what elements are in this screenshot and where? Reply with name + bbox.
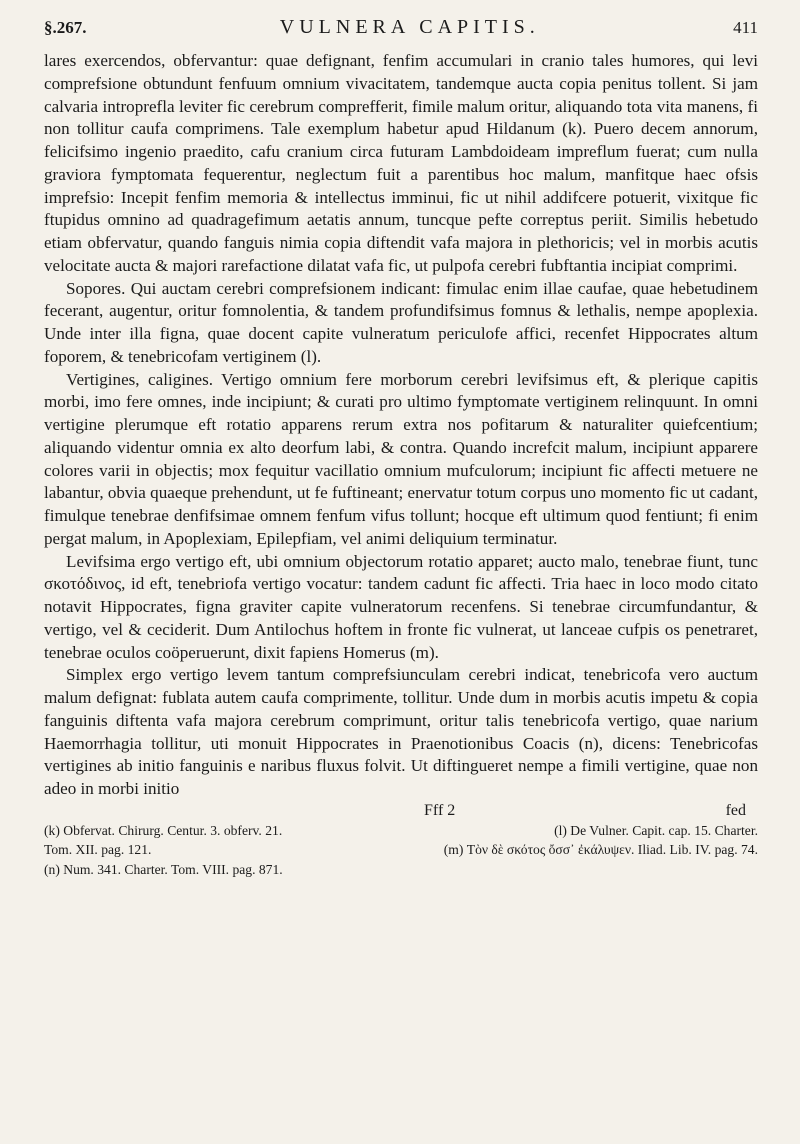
paragraph-3: Vertigines, caligines. Vertigo omnium fere morborum cerebri levifsimus eft, & plerique capitis morbi, imo fere omnes, inde incipiunt; & curati pro ultimo fymptomate vertiginem relinquunt. In omni vertigine plerumque eft rotatio apparens rerum extra nos pofitarum & naturaliter quiefcentium; aliquando videntur omnia ex alto deorfum labi, & contra. Quando increfcit malum, incipiunt apparere colores varii in objectis; mox fequitur vacillatio omnium mufculorum; incipiunt fic affecti metuere ne labantur, obvia quaeque prehendunt, ut fe fuftineant; enervatur totum corpus uno momento fic ut cadant, fimulque tenebrae denfifsimae omnem fenfum vifus tollunt; hocque eft ultimum quod fentiunt; fi enim pergat malum, in Apoplexiam, Epilepfiam, vel animi deliquium terminatur.	[44, 369, 758, 548]
footnote-k-continued: Tom. XII. pag. 121.	[44, 842, 152, 858]
running-head	[44, 16, 758, 46]
signature-mark: Fff 2	[424, 801, 456, 819]
footnote-row	[44, 821, 758, 841]
body-text	[44, 50, 758, 801]
signature-line	[44, 801, 758, 821]
section-number: §.267.	[44, 18, 87, 37]
footnote-row	[44, 860, 758, 880]
footnotes	[44, 821, 758, 880]
footnote-l: (l) De Vulner. Capit. cap. 15. Charter.	[554, 822, 758, 838]
paragraph-2: Sopores. Qui auctam cerebri comprefsionem indicant: fimulac enim illae caufae, quae hebetudinem fecerant, augentur, oritur fomnolentia, & tandem profundifsimus fomnus & lethalis, nempe apoplexia. Unde inter illa figna, quae docent capite vulneratum periculofe affici, recenfet Hippocrates altum foporem, & tenebricofam vertiginem (l).	[44, 278, 758, 366]
footnote-n: (n) Num. 341. Charter. Tom. VIII. pag. 871.	[44, 861, 283, 877]
page-number: 411	[733, 18, 758, 37]
footnote-k: (k) Obfervat. Chirurg. Centur. 3. obferv. 21.	[44, 822, 283, 838]
paragraph-4: Levifsima ergo vertigo eft, ubi omnium objectorum rotatio apparet; aucto malo, tenebrae fiunt, tunc σκοτόδινος, id eft, tenebriofa vertigo vocatur: tandem cadunt fic affecti. Tria haec in loco modo citato notavit Hippocrates, figna graviter capite vulneratorum recenfens. Si tenebrae circumfundantur, & vertigo, vel & ceciderit. Dum Antilochus hoftem in fronte fic vulnerat, ut lanceae cufpis os penetraret, tenebrae oculos coöperuerunt, dixit fapiens Homerus (m).	[44, 551, 758, 662]
paragraph-5: Simplex ergo vertigo levem tantum comprefsiunculam cerebri indicat, tenebricofa vero auctum malum defignat: fublata autem caufa comprimente, tollitur. Unde dum in morbis acutis impetu & copia fanguinis diftenta vafa majora cerebrum comprimunt, oritur talis tenebricofa vertigo, quae narium Haemorrhagia tollitur, uti monuit Hippocrates in Praenotionibus Coacis (n), dicens: Tenebricofas vertigines ab initio fanguinis e naribus fluxus folvit. Ut diftingueret nempe a fimili vertigine, quae non adeo in morbi initio	[44, 665, 758, 798]
footnote-m: (m) Τὸν δὲ σκότος ὄσσ᾽ ἐκάλυψεν. Iliad. Lib. IV. pag. 74.	[443, 842, 758, 858]
footnote-row	[44, 840, 758, 860]
running-title: VULNERA CAPITIS.	[279, 16, 540, 38]
paragraph-1: lares exercendos, obfervantur: quae defignant, fenfim accumulari in cranio tales humores, qui levi comprefsione obtundunt fenfuum omnium vivacitatem, tandemque aucta copia penitus tollent. Si jam calvaria introprefla leviter fic cerebrum comprefferit, fimile malum oritur, aliquando tota vita manens, fi non tollitur caufa comprimens. Tale exemplum habetur apud Hildanum (k). Puero decem annorum, felicifsimo ingenio praedito, cafu cranium circa futuram Lambdoideam impreflum fuerat; cum nulla graviora fymptomata fequerentur, neglectum fuit a parentibus hoc malum, manfitque haec ofsis imprefsio: Incepit fenfim memoria & intellectus imminui, fic ut nihil addifcere potuerit, vixitque fic ftupidus omnino ad quadragefimum aetatis annum, tuncque pefte correptus periit. Similis hebetudo etiam obfervatur, quando fanguis nimia copia diftendit vafa majora in plethoricis; vel in morbis acutis velocitate aucta & majori rarefactione dilatat vafa fic, ut pulpofa cerebri fubftantia incipiat comprimi.	[44, 51, 758, 275]
catchword: fed	[725, 801, 746, 819]
